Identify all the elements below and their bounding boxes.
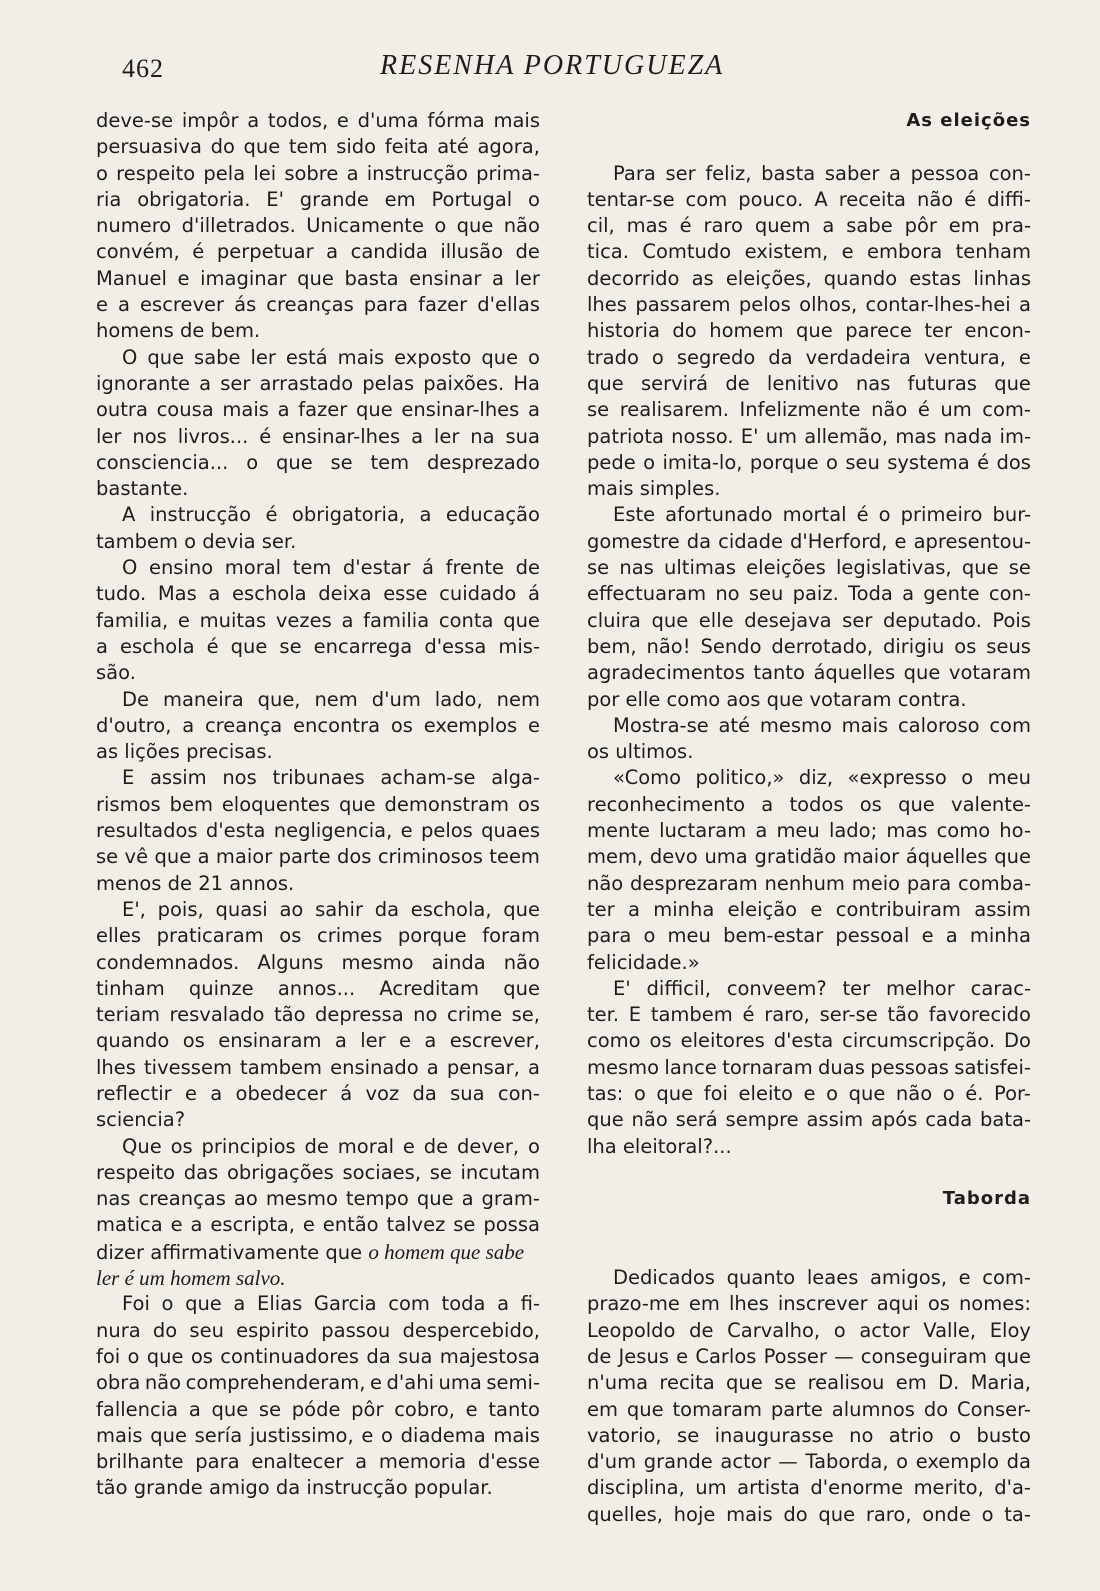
text-line: convém, é perpetuar a candida illusão de	[96, 240, 540, 264]
text-line: não desprezaram nenhum meio para comba-	[587, 871, 1031, 895]
text-line: a eschola é que se encarrega d'essa mis-	[96, 634, 540, 658]
text-line: mente luctaram a meu lado; mas como ho-	[587, 819, 1031, 843]
text-line: elles praticaram os crimes porque foram	[96, 924, 540, 948]
text-line: A instrucção é obrigatoria, a educação	[122, 503, 540, 527]
text-line: deve-se impôr a todos, e d'uma fórma mais	[96, 109, 540, 132]
text-line: tudo. Mas a eschola deixa esse cuidado á	[96, 582, 540, 606]
text-line: Manuel e imaginar que basta ensinar a ler	[96, 266, 540, 290]
text-line: tas: o que foi eleito e o que não o é. Por-	[587, 1081, 1031, 1105]
text-line: mem, devo uma gratidão maior áquelles que	[587, 845, 1031, 869]
text-line: lhes passarem pelos olhos, contar-lhes-hei a	[587, 293, 1031, 317]
text-line: O que sabe ler está mais exposto que o	[122, 345, 540, 369]
text-line: d'um grande actor — Taborda, o exemplo da	[587, 1450, 1031, 1474]
text-line: persuasiva do que tem sido feita até agora,	[96, 135, 540, 159]
text-line: n'uma recita que se realisou em D. Maria,	[587, 1371, 1031, 1395]
text-line: De maneira que, nem d'um lado, nem	[122, 687, 540, 711]
text-line: tentar-se com pouco. A receita não é diffi-	[587, 187, 1031, 211]
text-line: vatorio, se inaugurasse no atrio o busto	[587, 1423, 1031, 1447]
text-line: O ensino moral tem d'estar á frente de	[122, 556, 540, 580]
right-column	[587, 108, 1031, 1528]
text-line: Para ser feliz, basta saber a pessoa con-	[613, 161, 1031, 185]
text-line: os ultimos.	[587, 740, 694, 764]
text-line: que não será sempre assim após cada bata-	[587, 1108, 1031, 1132]
italic-phrase: o homem que sabe	[368, 1239, 525, 1264]
text-line: reflectir e a obedecer á voz da sua con-	[96, 1081, 540, 1105]
text-line: reconhecimento a todos os que valente-	[587, 792, 1031, 816]
text-line: lhes tivessem tambem ensinado a pensar, a	[96, 1055, 540, 1079]
italic-phrase: ler é um homem salvo.	[96, 1266, 286, 1291]
text-line: E assim nos tribunaes acham-se alga-	[122, 766, 540, 790]
text-line: decorrido as eleições, quando estas linhas	[587, 266, 1031, 290]
text-line: consciencia... o que se tem desprezado	[96, 450, 540, 474]
text-line: fallencia a que se póde pôr cobro, e tanto	[96, 1397, 540, 1421]
text-line	[96, 1239, 540, 1265]
text-line: d'outro, a creança encontra os exemplos e	[96, 713, 540, 737]
text-line: «Como politico,» diz, «expresso o meu	[613, 766, 1031, 790]
text-line: as lições precisas.	[96, 740, 273, 764]
section-heading-taborda: Taborda	[942, 1188, 1031, 1210]
text-line: felicidade.»	[587, 950, 700, 974]
text-line: tambem o devia ser.	[96, 529, 297, 553]
text-line: effectuaram no seu paiz. Toda a gente con-	[587, 582, 1031, 606]
text-line: Foi o que a Elias Garcia com toda a fi-	[122, 1292, 540, 1316]
heading-spacer	[587, 134, 1031, 160]
text-line: se vê que a maior parte dos criminosos teem	[96, 845, 540, 869]
text-segment: dizer affirmativamente que	[96, 1240, 363, 1264]
text-line: homens de bem.	[96, 319, 261, 343]
text-line: Que os principios de moral e de dever, o	[122, 1134, 540, 1158]
text-line: sciencia?	[96, 1108, 186, 1132]
text-line: cil, mas é raro quem a sabe pôr em pra-	[587, 214, 1031, 238]
text-line: como os eleitores d'esta circumscripção. Do	[587, 1029, 1031, 1053]
text-line: pede o imita-lo, porque o seu systema é dos	[587, 450, 1031, 474]
text-line: agradecimentos tanto áquelles que votaram	[587, 661, 1031, 685]
text-line: que servirá de lenitivo nas futuras que	[587, 371, 1031, 395]
text-line: rismos bem eloquentes que demonstram os	[96, 792, 540, 816]
text-line: Mostra-se até mesmo mais caloroso com	[613, 713, 1031, 737]
text-line: são.	[96, 661, 136, 685]
text-line: prazo-me em lhes inscrever aqui os nomes:	[587, 1292, 1031, 1316]
text-line: foi o que os continuadores da sua majestosa	[96, 1344, 540, 1368]
text-line: brilhante para enaltecer a memoria d'esse	[96, 1450, 540, 1474]
text-line: se nas ultimas eleições legislativas, que se	[587, 556, 1031, 580]
text-line: mais que sería justissimo, e o diadema mais	[96, 1423, 540, 1447]
text-line: E', pois, quasi ao sahir da eschola, que	[122, 897, 540, 921]
text-line: tica. Comtudo existem, e embora tenham	[587, 240, 1031, 264]
text-line: Dedicados quanto leaes amigos, e com-	[613, 1266, 1031, 1290]
text-line: ler nos livros... é ensinar-lhes a ler na sua	[96, 424, 540, 448]
running-head	[0, 50, 1100, 86]
text-line: tão grande amigo da instrucção popular.	[96, 1476, 493, 1500]
text-line: nura do seu espirito passou despercebido,	[96, 1318, 540, 1342]
text-line: o respeito pela lei sobre a instrucção prima-	[96, 161, 540, 185]
text-line: bastante.	[96, 477, 189, 501]
text-line: patriota nosso. E' um allemão, mas nada im-	[587, 424, 1031, 448]
text-line: e a escrever ás creanças para fazer d'ellas	[96, 293, 540, 317]
text-line: matica e a escripta, e então talvez se possa	[96, 1213, 540, 1237]
text-line: nas creanças ao mesmo tempo que a gram-	[96, 1187, 540, 1211]
text-line: menos de 21 annos.	[96, 871, 295, 895]
text-line: Este afortunado mortal é o primeiro bur-	[613, 503, 1031, 527]
left-column	[96, 108, 540, 1502]
text-line: tinham quinze annos... Acreditam que	[96, 976, 540, 1000]
text-line: obra não comprehenderam, e d'ahi uma semi-	[96, 1371, 540, 1395]
text-line: bem, não! Sendo derrotado, dirigiu os seus	[587, 634, 1031, 658]
text-line: condemnados. Alguns mesmo ainda não	[96, 950, 540, 974]
text-line: cluira que elle desejava ser deputado. Pois	[587, 608, 1031, 632]
text-line: gomestre da cidade d'Herford, e apresentou-	[587, 529, 1031, 553]
text-line: para o meu bem-estar pessoal e a minha	[587, 924, 1031, 948]
text-line: trado o segredo da verdadeira ventura, e	[587, 345, 1031, 369]
text-line: resultados d'esta negligencia, e pelos quaes	[96, 819, 540, 843]
text-line: numero d'illetrados. Unicamente o que não	[96, 214, 540, 238]
text-line: teriam resvalado tão depressa no crime se,	[96, 1003, 540, 1027]
text-line: ter. E tambem é raro, ser-se tão favorecido	[587, 1003, 1031, 1027]
heading-spacer	[587, 1212, 1031, 1265]
text-line: em que tomaram parte alumnos do Conser-	[587, 1397, 1031, 1421]
section-heading-eleicoes: As eleições	[906, 110, 1031, 131]
text-line: respeito das obrigações sociaes, se incutam	[96, 1160, 540, 1184]
text-line: mesmo lance tornaram duas pessoas satisfei-	[587, 1055, 1031, 1079]
text-line: se realisarem. Infelizmente não é um com-	[587, 398, 1031, 422]
text-line: por elle como aos que votaram contra.	[587, 687, 967, 711]
text-line: mais simples.	[587, 477, 721, 501]
text-line: familia, e muitas vezes a familia conta que	[96, 608, 540, 632]
text-line: E' difficil, conveem? ter melhor carac-	[613, 976, 1031, 1000]
text-line: ria obrigatoria. E' grande em Portugal o	[96, 187, 540, 211]
page-number: 462	[122, 54, 164, 83]
text-line: quelles, hoje mais do que raro, onde o ta-	[587, 1502, 1031, 1526]
section-spacer	[587, 1160, 1031, 1186]
text-line: ignorante a ser arrastado pelas paixões. Ha	[96, 371, 540, 395]
text-line: lha eleitoral?...	[587, 1134, 732, 1158]
text-line: historia do homem que parece ter encon-	[587, 319, 1031, 343]
text-line: disciplina, um artista d'enorme merito, d'a-	[587, 1476, 1031, 1500]
text-line: Leopoldo de Carvalho, o actor Valle, Eloy	[587, 1318, 1031, 1342]
text-line: de Jesus e Carlos Posser — conseguiram que	[587, 1344, 1031, 1368]
text-line: outra cousa mais a fazer que ensinar-lhes a	[96, 398, 540, 422]
text-line: quando os ensinaram a ler e a escrever,	[96, 1029, 540, 1053]
text-line: ter a minha eleição e contribuiram assim	[587, 897, 1031, 921]
journal-title: RESENHA PORTUGUEZA	[380, 50, 725, 81]
